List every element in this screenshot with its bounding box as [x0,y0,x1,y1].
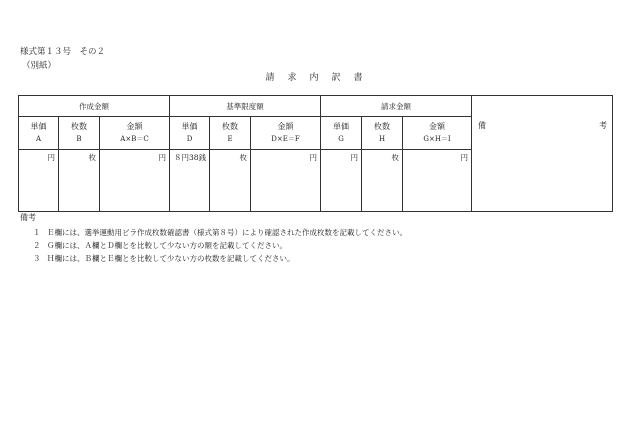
sub-header-c: 金額 A×B＝C [100,117,170,150]
group-header-billing-amount: 請求金額 [321,96,472,117]
note-item: ３ Ｈ欄には、Ｂ欄とＥ欄とを比較して少ない方の枚数を記載してください。 [33,254,295,263]
note-item: １ Ｅ欄には、選挙運動用ビラ作成枚数確認書（様式第８号）により確認された作成枚数を記載してください。 [33,228,407,237]
sub-header-h: 枚数 H [362,117,403,150]
notes-heading: 備考 [20,213,36,222]
remarks-label-right: 考 [599,121,608,130]
value-cell-c[interactable]: 円 [100,150,170,212]
group-header-standard-limit: 基準限度額 [170,96,321,117]
remarks-cell [472,96,613,212]
form-number: 様式第１３号 その２ [20,47,106,57]
sub-header-d: 単価 D [170,117,210,150]
sub-header-f: 金額 D×E＝F [251,117,321,150]
remarks-label-left: 備 [478,121,487,130]
sub-header-b: 枚数 B [59,117,100,150]
sub-label: （別紙） [22,61,57,71]
value-cell-g[interactable]: 円 [321,150,362,212]
value-cell-i[interactable]: 円 [403,150,472,212]
value-cell-d: ８円38銭 [170,150,210,212]
value-cell-a[interactable]: 円 [19,150,59,212]
value-cell-b[interactable]: 枚 [59,150,100,212]
note-item: ２ Ｇ欄には、Ａ欄とＤ欄とを比較して少ない方の額を記載してください。 [33,241,287,250]
sub-header-a: 単価 A [19,117,59,150]
group-header-creation-amount: 作成金額 [19,96,170,117]
value-cell-f[interactable]: 円 [251,150,321,212]
billing-breakdown-table [18,95,613,212]
sub-header-i: 金額 G×H＝I [403,117,472,150]
value-cell-h[interactable]: 枚 [362,150,403,212]
sub-header-g: 単価 G [321,117,362,150]
page-title: 請 求 内 訳 書 [265,73,365,83]
sub-header-e: 枚数 E [210,117,251,150]
value-cell-e[interactable]: 枚 [210,150,251,212]
